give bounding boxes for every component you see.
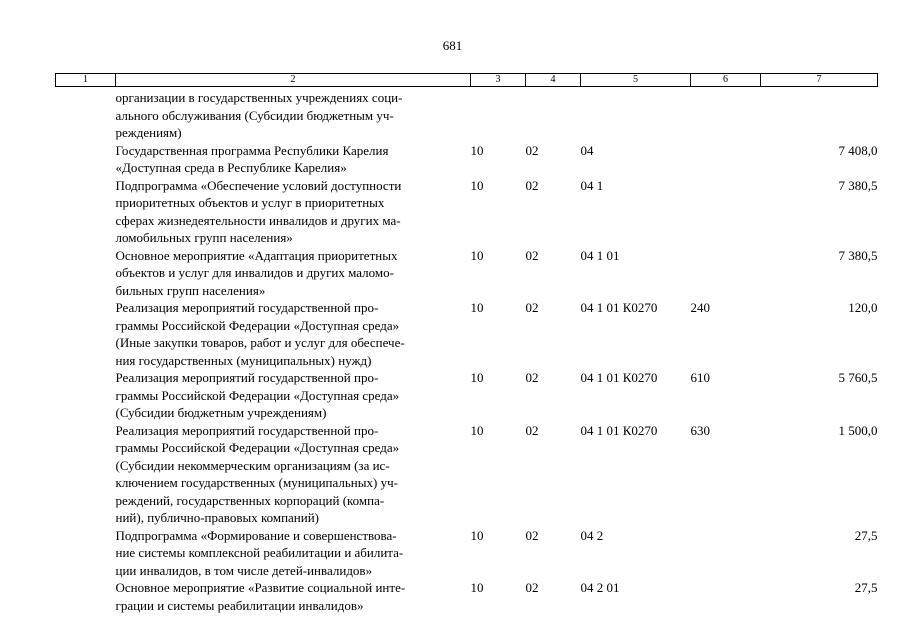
cell-col1 (56, 177, 116, 247)
row-expense-type-code: 240 (690, 300, 710, 315)
cell-col1 (56, 299, 116, 369)
row-section-code: 10 (470, 580, 484, 595)
row-amount: 5 760,5 (838, 370, 878, 385)
row-amount (761, 87, 878, 142)
column-header-1: 1 (56, 74, 116, 87)
row-description: Реализация мероприятий государственной про- граммы Российской Федерации «Доступная среда» (Субсидии некоммерческим организациям (за ис- ключением государственных (муниципальных) уч- реждений, государственных корпораций (компа- ний), публично-правовых компаний) (115, 422, 400, 525)
table-row (56, 247, 878, 300)
budget-table (55, 73, 878, 614)
row-target-code: 04 1 01 К0270 (580, 422, 658, 438)
row-section-code: 10 (470, 300, 484, 315)
column-header-row (56, 74, 878, 87)
row-expense-type-code: 610 (690, 370, 710, 385)
row-subsection-code: 02 (525, 247, 539, 263)
row-expense-type-code (691, 527, 761, 580)
row-subsection-code: 02 (525, 370, 539, 385)
row-amount: 120,0 (848, 300, 878, 315)
cell-col1 (56, 422, 116, 527)
row-target-code: 04 2 01 (580, 580, 620, 595)
row-expense-type-code (691, 87, 761, 142)
table-row (56, 422, 878, 527)
column-header-2: 2 (116, 74, 471, 87)
row-subsection-code: 02 (525, 580, 539, 595)
cell-col1 (56, 247, 116, 300)
row-amount: 7 380,5 (838, 177, 878, 193)
row-target-code: 04 1 01 К0270 (580, 300, 658, 315)
row-subsection-code: 02 (525, 527, 539, 543)
row-subsection-code: 02 (525, 422, 539, 438)
row-section-code: 10 (470, 247, 484, 263)
row-expense-type-code: 630 (690, 422, 710, 438)
row-description: Подпрограмма «Формирование и совершенствова- ние системы комплексной реабилитации и абилита- ции инвалидов, в том числе детей-инвалидов» (115, 527, 404, 578)
cell-col1 (56, 142, 116, 177)
column-header-3: 3 (471, 74, 526, 87)
row-description: Основное мероприятие «Развитие социальной инте- грации и системы реабилитации инвалидов» (115, 580, 406, 613)
table-row (56, 87, 878, 142)
row-target-code: 04 (580, 142, 594, 158)
row-description: Реализация мероприятий государственной про- граммы Российской Федерации «Доступная среда» (Иные закупки товаров, работ и услуг для обеспече- ния государственных (муниципальных) нужд) (115, 300, 405, 368)
row-target-code: 04 1 01 (580, 247, 620, 263)
row-expense-type-code (691, 142, 761, 177)
row-description: организации в государственных учреждениях соци- ального обслуживания (Субсидии бюджетным уч- реждениям) (115, 90, 403, 140)
row-amount: 27,5 (854, 580, 878, 595)
table-row (56, 142, 878, 177)
row-section-code: 10 (470, 422, 484, 438)
row-expense-type-code (691, 579, 761, 614)
row-section-code: 10 (470, 177, 484, 193)
row-amount: 7 408,0 (838, 142, 878, 158)
cell-col1 (56, 579, 116, 614)
row-subsection-code: 02 (525, 300, 539, 315)
row-subsection-code: 02 (525, 142, 539, 158)
table-row (56, 177, 878, 247)
cell-col1 (56, 527, 116, 580)
row-subsection-code (526, 87, 581, 142)
table-row (56, 579, 878, 614)
cell-col1 (56, 87, 116, 142)
table-body (56, 87, 878, 615)
row-amount: 1 500,0 (838, 422, 878, 438)
row-description: Государственная программа Республики Карелия «Доступная среда в Республике Карелия» (115, 142, 389, 175)
row-description: Основное мероприятие «Адаптация приоритетных объектов и услуг для инвалидов и других маломо- бильных групп населения» (115, 247, 398, 298)
row-amount: 7 380,5 (838, 247, 878, 263)
table-row (56, 299, 878, 369)
row-amount: 27,5 (854, 527, 878, 543)
row-section-code: 10 (470, 527, 484, 543)
page-number: 681 (442, 38, 463, 53)
column-header-6: 6 (691, 74, 761, 87)
cell-col1 (56, 369, 116, 422)
row-target-code (581, 87, 691, 142)
row-target-code: 04 1 (580, 177, 604, 193)
column-header-4: 4 (526, 74, 581, 87)
table-row (56, 527, 878, 580)
table-row (56, 369, 878, 422)
row-section-code: 10 (470, 142, 484, 158)
row-expense-type-code (691, 247, 761, 300)
column-header-5: 5 (581, 74, 691, 87)
row-section-code (471, 87, 526, 142)
column-header-7: 7 (761, 74, 878, 87)
row-target-code: 04 1 01 К0270 (580, 370, 658, 385)
row-expense-type-code (691, 177, 761, 247)
row-target-code: 04 2 (580, 527, 604, 543)
row-subsection-code: 02 (525, 177, 539, 193)
row-description: Подпрограмма «Обеспечение условий доступности приоритетных объектов и услуг в приоритетных сферах жизнедеятельности инвалидов и других ма- ломобильных групп населения» (115, 177, 402, 245)
row-section-code: 10 (470, 370, 484, 385)
row-description: Реализация мероприятий государственной про- граммы Российской Федерации «Доступная среда» (Субсидии бюджетным учреждениям) (115, 370, 400, 420)
